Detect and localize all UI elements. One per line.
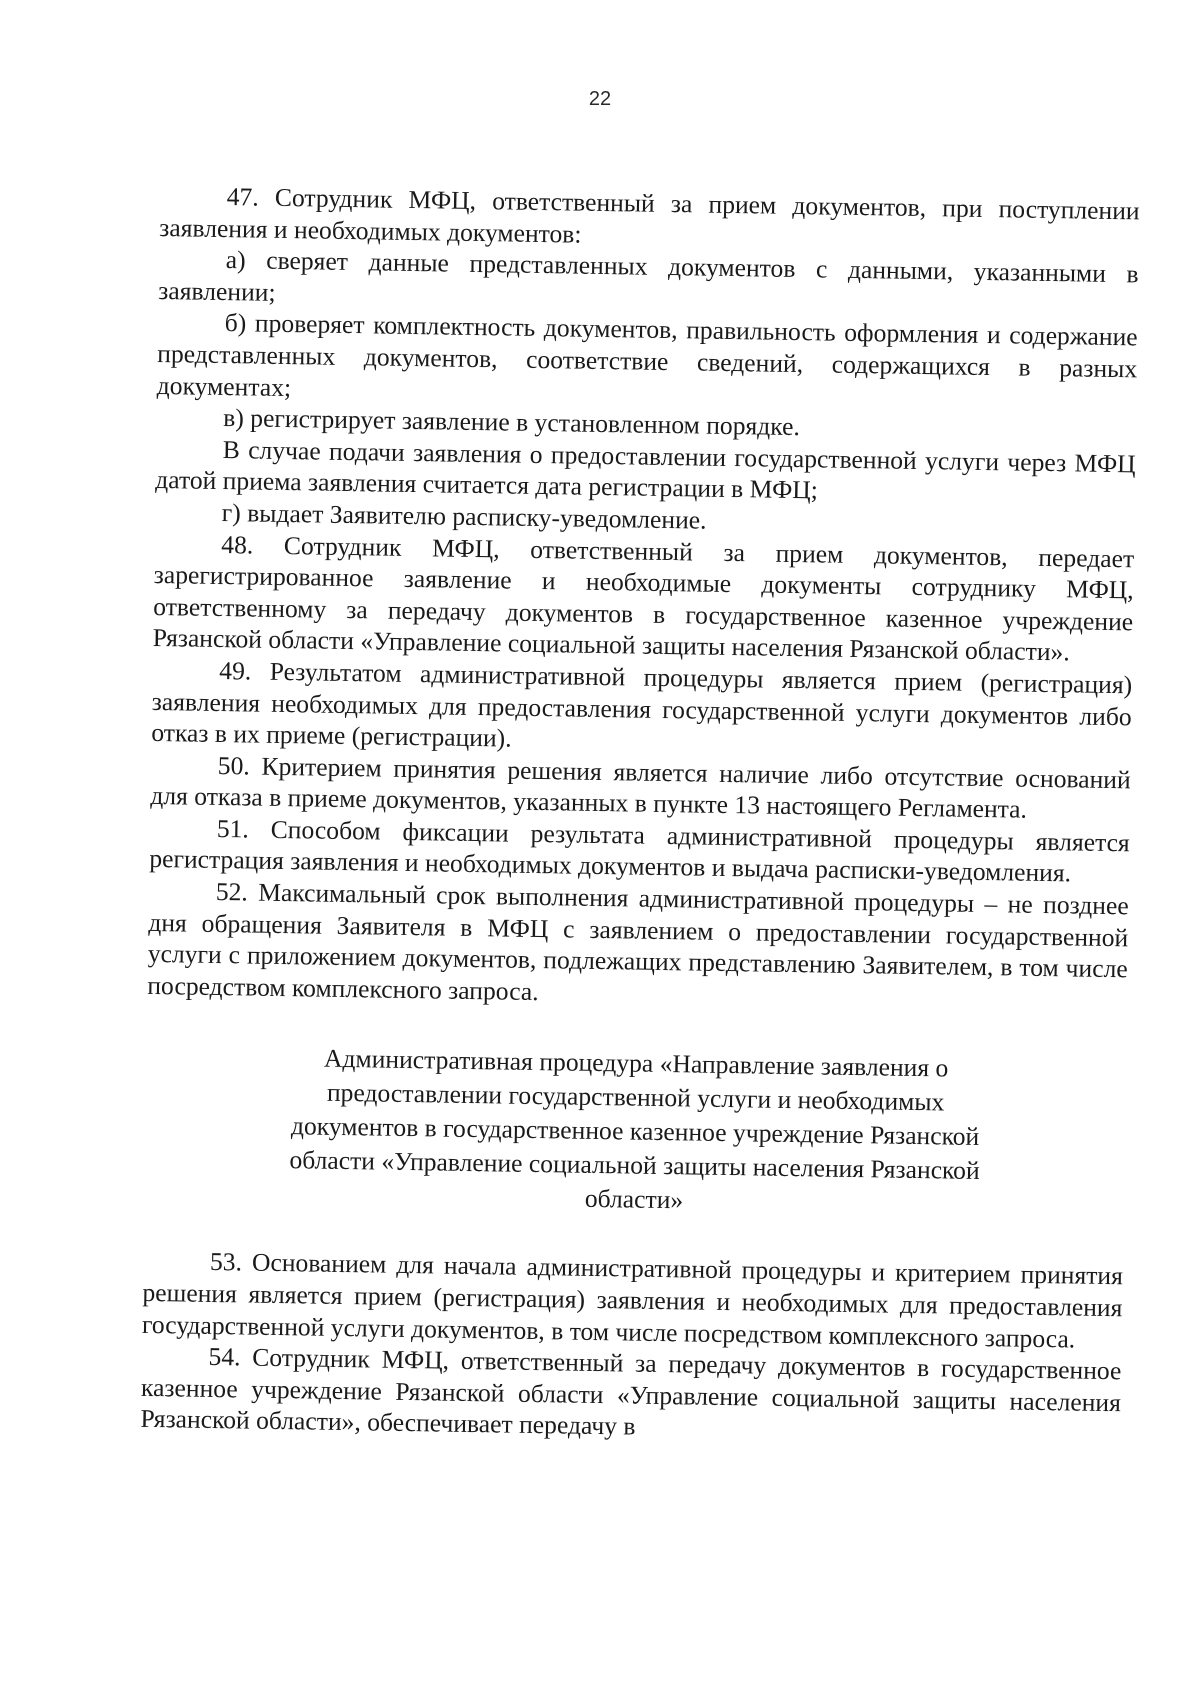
paragraph-47: 47. Сотрудник МФЦ, ответственный за прием документов, при поступлении заявления и необходимых документов: bbox=[159, 182, 1140, 249]
paragraph-47-g: г) выдает Заявителю расписку-уведомление. bbox=[221, 497, 707, 535]
paragraph-47-a: а) сверяет данные представленных документов с данными, указанными в заявлении; bbox=[158, 245, 1139, 307]
page-number: 22 bbox=[588, 88, 612, 110]
paragraph-54: 54. Сотрудник МФЦ, ответственный за передачу документов в государственное казенное учреждение Рязанской области «Управление социальной защиты населения Рязанской области», обеспечивает передачу в bbox=[140, 1342, 1122, 1442]
paragraph-47-v: в) регистрирует заявление в установленном порядке. bbox=[223, 403, 801, 442]
paragraph-52: 52. Максимальный срок выполнения административной процедуры – не позднее дня обращения Заявителя в МФЦ с заявлением о предоставлении государственной услуги с приложением документов, подлежащих представлению Заявителем, в том числе посредством комплексного запроса. bbox=[147, 877, 1129, 1006]
paragraph-49: 49. Результатом административной процедуры является прием (регистрация) заявления необходимых для предоставления государственной услуги документов либо отказ в их приеме (регистрации). bbox=[151, 655, 1133, 753]
paragraph-48: 48. Сотрудник МФЦ, ответственный за прием документов, передает зарегистрированное заявление и необходимые документы сотруднику МФЦ, ответственному за передачу документов в государственное казенное учреждение Рязанской области «Управление социальной защиты населения Рязанской области». bbox=[152, 529, 1135, 667]
paragraph-53: 53. Основанием для начала административной процедуры и критерием принятия решения является прием (регистрация) заявления и необходимых для предоставления государственной услуги документов, в том числе посредством комплексного запроса. bbox=[141, 1247, 1124, 1354]
section-heading: Административная процедура «Направление заявления о предоставлении государственной услуги и необходимых документов в государственное казенное учреждение Рязанской области «Управление социальной защиты населения Рязанской области» bbox=[289, 1044, 980, 1215]
paragraph-47-b: б) проверяет комплектность документов, правильность оформления и содержание представленных документов, соответствие сведений, содержащихся в разных документах; bbox=[156, 308, 1138, 402]
paragraph-51: 51. Способом фиксации результата административной процедуры является регистрация заявления и необходимых документов и выдача расписки-уведомления. bbox=[149, 813, 1130, 888]
paragraph-50: 50. Критерием принятия решения является наличие либо отсутствие оснований для отказа в приеме документов, указанных в пункте 13 настоящего Регламента. bbox=[150, 750, 1131, 824]
document-body bbox=[140, 180, 1140, 1450]
paragraph-47-note: В случае подачи заявления о предоставлении государственной услуги через МФЦ датой приема заявления считается дата регистрации в МФЦ; bbox=[155, 434, 1136, 505]
